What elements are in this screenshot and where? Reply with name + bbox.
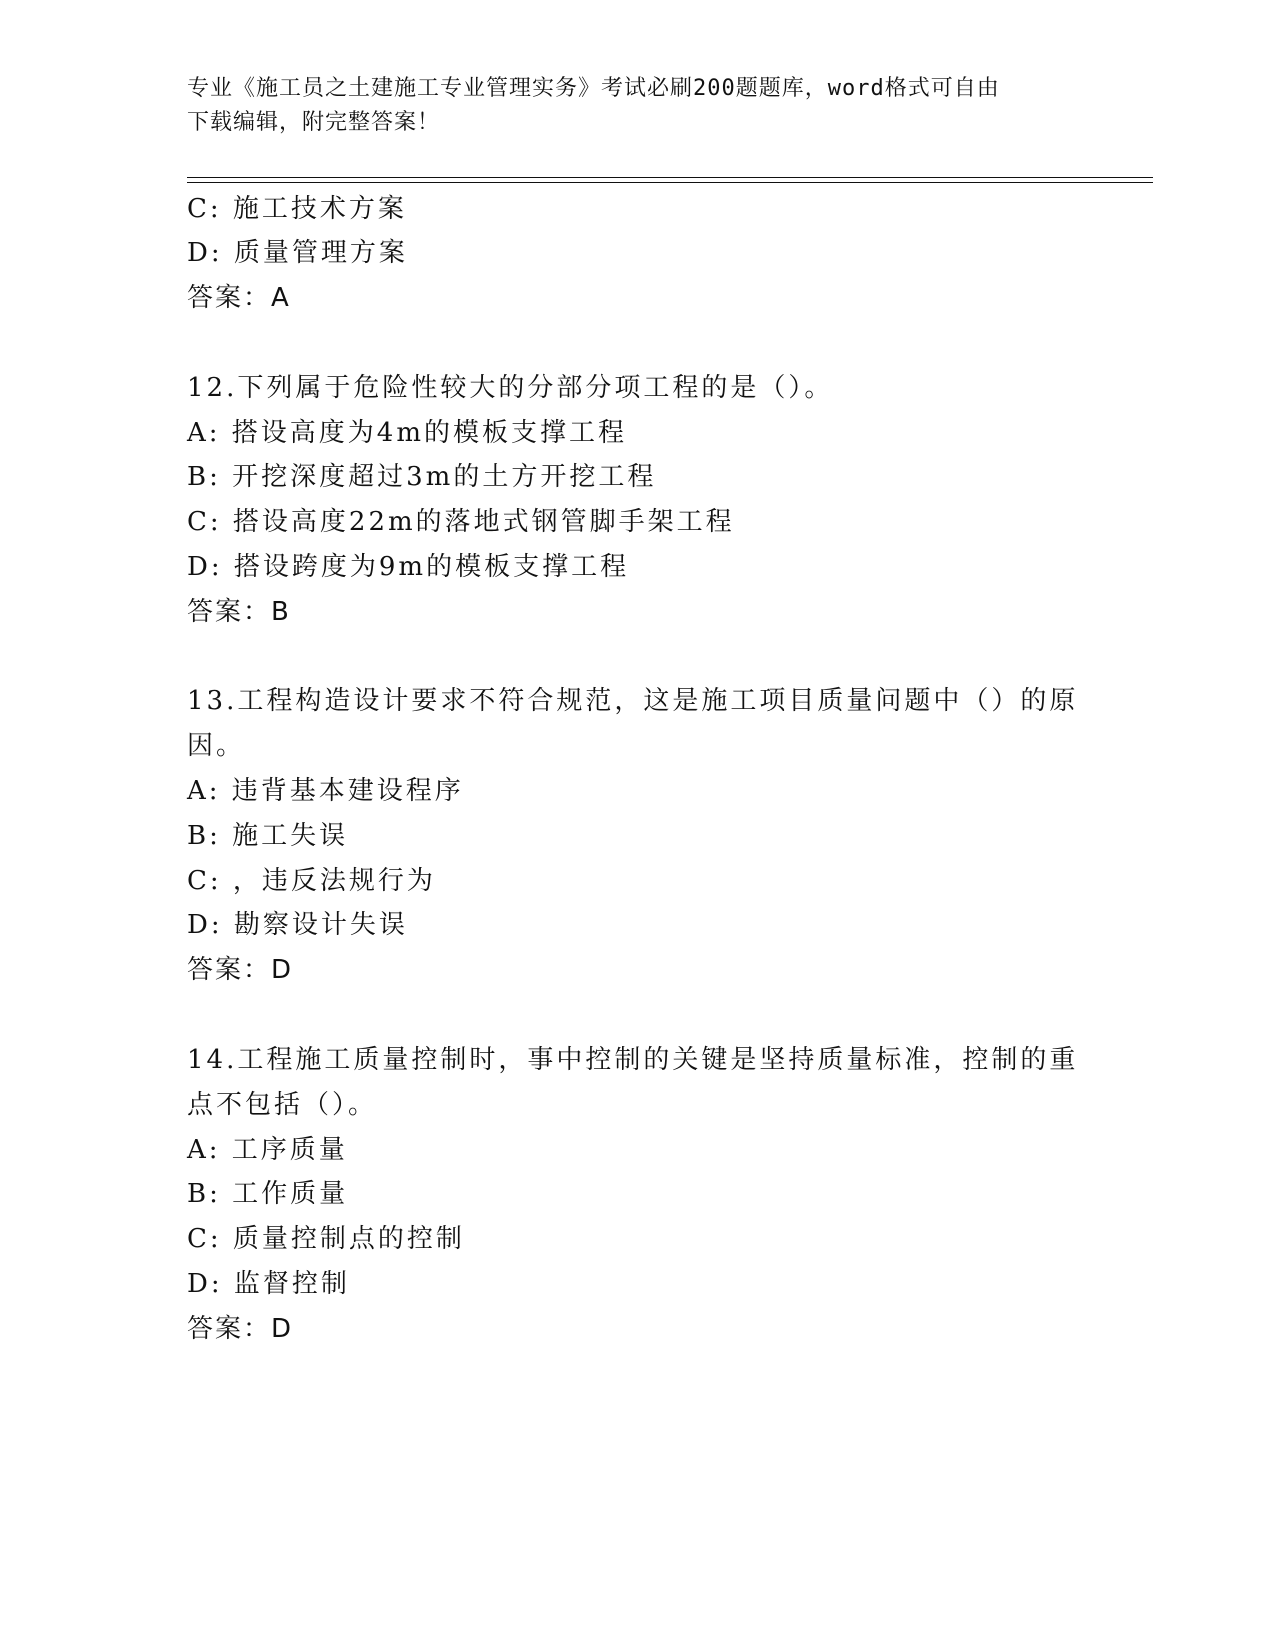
q14-option-c: C: 质量控制点的控制 — [187, 1224, 465, 1254]
header-divider-top — [187, 177, 1153, 178]
q13-answer: 答案：D — [187, 955, 294, 985]
q12-stem: 12.下列属于危险性较大的分部分项工程的是（）。 — [187, 373, 834, 403]
q13-stem-line-1: 13.工程构造设计要求不符合规范，这是施工项目质量问题中（）的原 — [187, 686, 1079, 716]
q13-option-a: A: 违背基本建设程序 — [187, 776, 464, 806]
q13-option-c: C: ，违反法规行为 — [187, 866, 436, 896]
q12-answer: 答案：B — [187, 597, 291, 627]
q14-option-b: B: 工作质量 — [187, 1179, 349, 1209]
q14-stem-line-2: 点不包括（）。 — [187, 1090, 378, 1120]
header-line-1: 专业《施工员之土建施工专业管理实务》考试必刷200题题库，word格式可自由 — [187, 76, 1000, 101]
header-divider-bottom — [187, 182, 1153, 183]
q13-option-d: D: 勘察设计失误 — [187, 910, 408, 940]
q11-option-c: C: 施工技术方案 — [187, 194, 407, 224]
q14-answer: 答案：D — [187, 1314, 294, 1344]
header-line-2: 下载编辑，附完整答案！ — [187, 110, 441, 135]
q12-option-c: C: 搭设高度22m的落地式钢管脚手架工程 — [187, 507, 735, 537]
q12-option-d: D: 搭设跨度为9m的模板支撑工程 — [187, 552, 630, 582]
q14-stem-line-1: 14.工程施工质量控制时，事中控制的关键是坚持质量标准，控制的重 — [187, 1045, 1079, 1075]
q13-stem-line-2: 因。 — [187, 731, 246, 761]
q14-option-a: A: 工序质量 — [187, 1135, 348, 1165]
q12-option-b: B: 开挖深度超过3m的土方开挖工程 — [187, 462, 657, 492]
q12-option-a: A: 搭设高度为4m的模板支撑工程 — [187, 418, 627, 448]
q11-option-d: D: 质量管理方案 — [187, 238, 408, 268]
page-header — [187, 72, 1067, 140]
q14-option-d: D: 监督控制 — [187, 1269, 350, 1299]
q11-answer: 答案：A — [187, 283, 291, 313]
q13-option-b: B: 施工失误 — [187, 821, 349, 851]
